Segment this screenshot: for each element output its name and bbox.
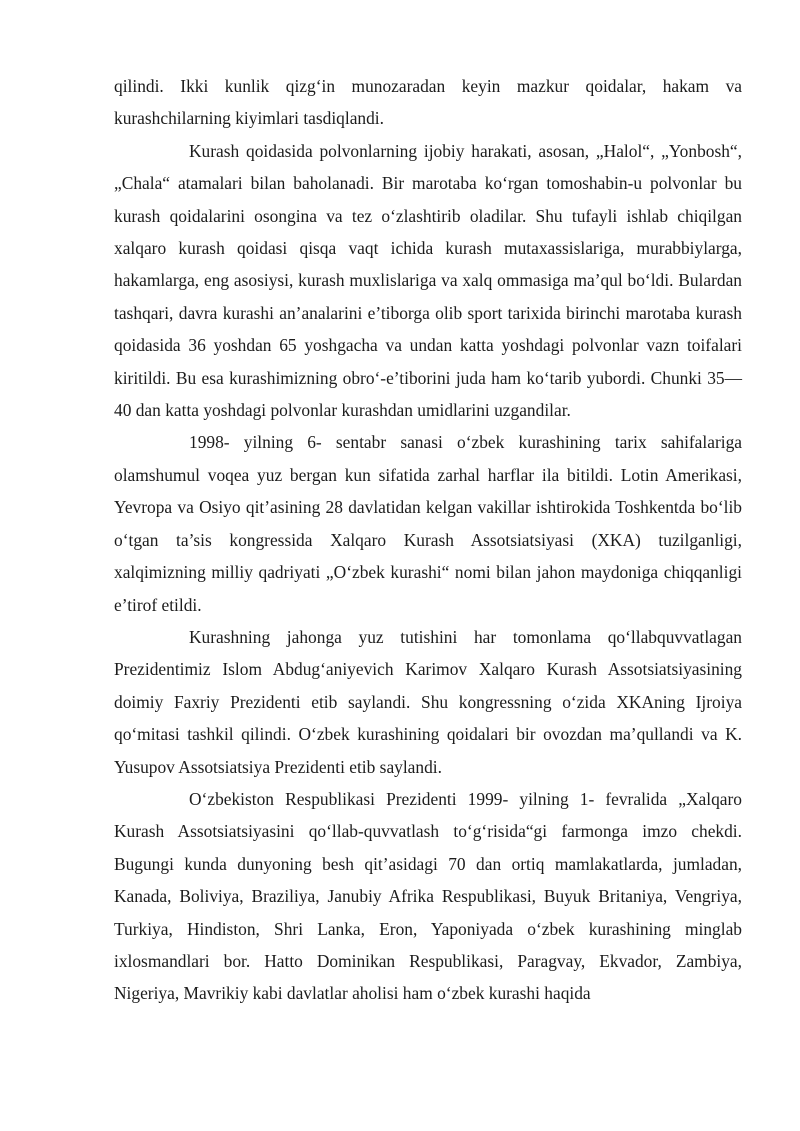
paragraph-1999-farmon: O‘zbekiston Respublikasi Prezidenti 1999- yilning 1- fevralida „Xalqaro Kurash Assotsiatsiyasini qo‘llab-quvvatlash to‘g‘risida“gi farmonga imzo chekdi. Bugungi kunda dunyoning besh qit’asidagi 70 dan ortiq mamlakatlarda, jumladan, Kanada, Boliviya, Braziliya, Janubiy Afrika Respublikasi, Buyuk Britaniya, Vengriya, Turkiya, Hindiston, Shri Lanka, Eron, Yaponiyada o‘zbek kurashining minglab ixlosmandlari bor. Hatto Dominikan Respublikasi, Paragvay, Ekvador, Zambiya, Nigeriya, Mavrikiy kabi davlatlar aholisi ham o‘zbek kurashi haqida: [114, 788, 742, 1004]
paragraph-continuation: qilindi. Ikki kunlik qizg‘in munozaradan keyin mazkur qoidalar, hakam va kurashchilarning kiyimlari tasdiqlandi.: [114, 76, 742, 129]
paragraph-1998-kongress: 1998- yilning 6- sentabr sanasi o‘zbek kurashining tarix sahifalariga olamshumul voqea yuz bergan kun sifatida zarhal harflar ila bitildi. Lotin Amerikasi, Yevropa va Osiyo qit’asining 28 davlatidan kelgan vakillar ishtirokida Toshkentda bo‘lib o‘tgan ta’sis kongressida Xalqaro Kurash Assotsiatsiyasi (XKA) tuzilganligi, xalqimizning milliy qadriyati „O‘zbek kurashi“ nomi bilan jahon maydoniga chiqqanligi e’tirof etildi.: [114, 432, 742, 615]
document-page: [114, 70, 742, 1010]
paragraph-kurash-qoidasi: Kurash qoidasida polvonlarning ijobiy harakati, asosan, „Halol“, „Yonbosh“, „Chala“ atamalari bilan baholanadi. Bir marotaba ko‘rgan tomoshabin-u polvonlar bu kurash qoidalarini osongina va tez o‘zlashtirib oladilar. Shu tufayli ishlab chiqilgan xalqaro kurash qoidasi qisqa vaqt ichida kurash mutaxassislariga, murabbiylarga, hakamlarga, eng asosiysi, kurash muxlislariga va xalq ommasiga ma’qul bo‘ldi. Bulardan tashqari, davra kurashi an’analarini e’tiborga olib sport tarixida birinchi marotaba kurash qoidasida 36 yoshdan 65 yoshgacha va undan katta yoshdagi polvonlar vazn toifalari kiritildi. Bu esa kurashimizning obro‘-e’tiborini juda ham ko‘tarib yubordi. Chunki 35—40 dan katta yoshdagi polvonlar kurashdan umidlarini uzgandilar.: [114, 140, 742, 421]
paragraph-faxriy-prezident: Kurashning jahonga yuz tutishini har tomonlama qo‘llabquvvatlagan Prezidentimiz Islom Abdug‘aniyevich Karimov Xalqaro Kurash Assotsiatsiyasining doimiy Faxriy Prezidenti etib saylandi. Shu kongressning o‘zida XKAning Ijroiya qo‘mitasi tashkil qilindi. O‘zbek kurashining qoidalari bir ovozdan ma’qullandi va K. Yusupov Assotsiatsiya Prezidenti etib saylandi.: [114, 626, 742, 777]
